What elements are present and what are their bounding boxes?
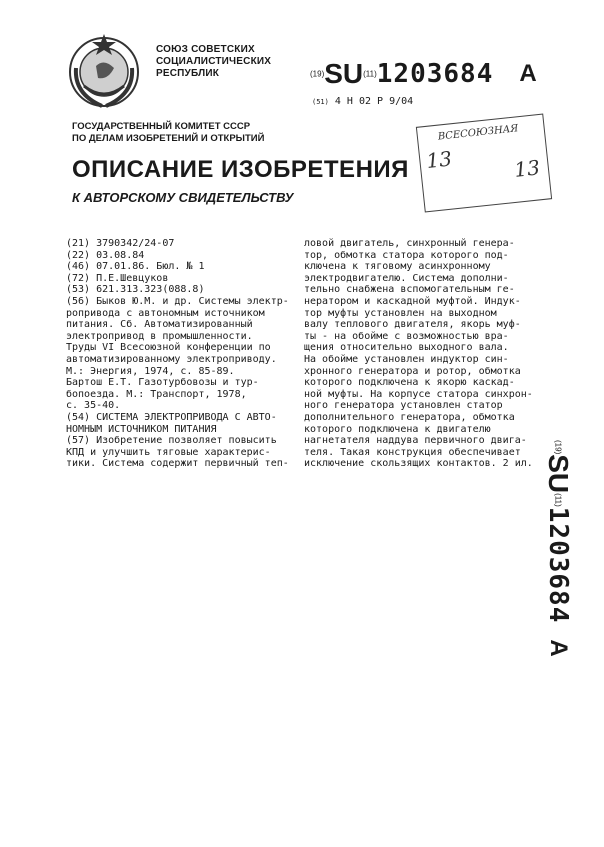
union-line: СОЦИАЛИСТИЧЕСКИХ	[156, 56, 272, 67]
text-line: бопоезда. М.: Транспорт, 1978,	[66, 388, 247, 400]
pub-number: 1203684	[376, 59, 494, 89]
text-line: тор муфты установлен на выходном	[304, 307, 497, 319]
side-kind-code: A	[545, 639, 572, 657]
text-line: теля. Такая конструкция обеспечивает	[304, 446, 521, 458]
country: SU	[324, 58, 364, 89]
kind-code: A	[519, 60, 537, 87]
text-line: которого подключена к якорю каскад-	[304, 377, 515, 389]
publication-number	[310, 58, 537, 90]
ipc-code: (51)	[312, 98, 329, 106]
side-number-code: (11)	[553, 493, 563, 507]
stamp-left-number: 13	[425, 146, 454, 173]
stamp-right-number: 13	[513, 155, 541, 182]
text-line: электродвигателю. Система дополни-	[304, 272, 509, 284]
text-line: (22) 03.08.84	[66, 249, 145, 261]
side-country-code: (19)	[553, 440, 563, 455]
text-line: валу теплового двигателя, якорь муф-	[304, 319, 521, 331]
text-line: (21) 3790342/24-07	[66, 238, 175, 249]
side-publication-number	[532, 440, 572, 660]
text-line: ключена к тяговому асинхронному	[304, 261, 491, 273]
text-line: На обойме установлен индуктор син-	[304, 353, 509, 365]
side-country: SU	[543, 454, 574, 494]
library-stamp	[416, 114, 552, 213]
committee-line: ГОСУДАРСТВЕННЫЙ КОМИТЕТ СССР	[72, 121, 251, 132]
text-line: ной муфты. На корпусе статора синхрон-	[304, 388, 533, 400]
text-line: хронного генератора и ротор, обмотка	[304, 365, 521, 377]
number-code: (11)	[363, 69, 377, 79]
text-line: ты - на обойме с возможностью вра-	[304, 330, 509, 342]
document-subtitle: К АВТОРСКОМУ СВИДЕТЕЛЬСТВУ	[72, 190, 294, 205]
text-line: щения относительно выходного вала.	[304, 342, 509, 354]
text-line: М.: Энергия, 1974, с. 85-89.	[66, 365, 235, 377]
text-line: тор, обмотка статора которого под-	[304, 249, 509, 261]
text-line: ного генератора установлен статор	[304, 400, 503, 412]
country-code: (19)	[310, 69, 325, 79]
stamp-top-text: ВСЕСОЮЗНАЯ	[437, 123, 519, 143]
text-line: автоматизированному электроприводу.	[66, 353, 277, 365]
ussr-emblem-icon	[62, 28, 146, 112]
text-line: (46) 07.01.86. Бюл. № 1	[66, 261, 205, 273]
text-line: Труды VI Всесоюзной конференции по	[66, 342, 271, 354]
union-name	[156, 44, 271, 80]
text-line: ловой двигатель, синхронный генера-	[304, 238, 515, 249]
union-line: СОЮЗ СОВЕТСКИХ	[156, 44, 255, 55]
text-line: с. 35-40.	[66, 400, 121, 412]
committee-line: ПО ДЕЛАМ ИЗОБРЕТЕНИЙ И ОТКРЫТИЙ	[72, 133, 265, 144]
text-line: (53) 621.313.323(088.8)	[66, 284, 205, 296]
text-line: нагнетателя наддува первичного двига-	[304, 435, 527, 447]
text-line: электропривод в промышленности.	[66, 330, 253, 342]
right-column	[304, 238, 538, 470]
text-line: ропривода с автономным источником	[66, 307, 265, 319]
committee-name	[72, 121, 264, 145]
ipc-value: 4 Н 02 Р 9/04	[334, 96, 414, 107]
union-line: РЕСПУБЛИК	[156, 68, 220, 79]
text-line: питания. Сб. Автоматизированный	[66, 319, 253, 331]
text-line: НОМНЫМ ИСТОЧНИКОМ ПИТАНИЯ	[66, 423, 217, 435]
text-line: (72) П.Е.Шевцуков	[66, 272, 169, 284]
ipc-classification	[312, 96, 413, 107]
text-line: исключение скользящих контактов. 2 ил.	[304, 458, 533, 470]
text-line: дополнительного генератора, обмотка	[304, 411, 515, 423]
text-line: (56) Быков Ю.М. и др. Системы электр-	[66, 295, 289, 307]
left-column	[66, 238, 298, 470]
text-line: (57) Изобретение позволяет повысить	[66, 435, 277, 447]
document-title: ОПИСАНИЕ ИЗОБРЕТЕНИЯ	[72, 156, 409, 183]
text-line: тельно снабжена вспомогательным ге-	[304, 284, 515, 296]
text-line: Бартош Е.Т. Газотурбовозы и тур-	[66, 377, 259, 389]
text-line: которого подключена к двигателю	[304, 423, 491, 435]
side-pub-number: 1203684	[543, 506, 573, 624]
text-line: тики. Система содержит первичный теп-	[66, 458, 289, 470]
text-line: (54) СИСТЕМА ЭЛЕКТРОПРИВОДА С АВТО-	[66, 411, 277, 423]
text-line: нератором и каскадной муфтой. Индук-	[304, 295, 521, 307]
text-line: КПД и улучшить тяговые характерис-	[66, 446, 271, 458]
